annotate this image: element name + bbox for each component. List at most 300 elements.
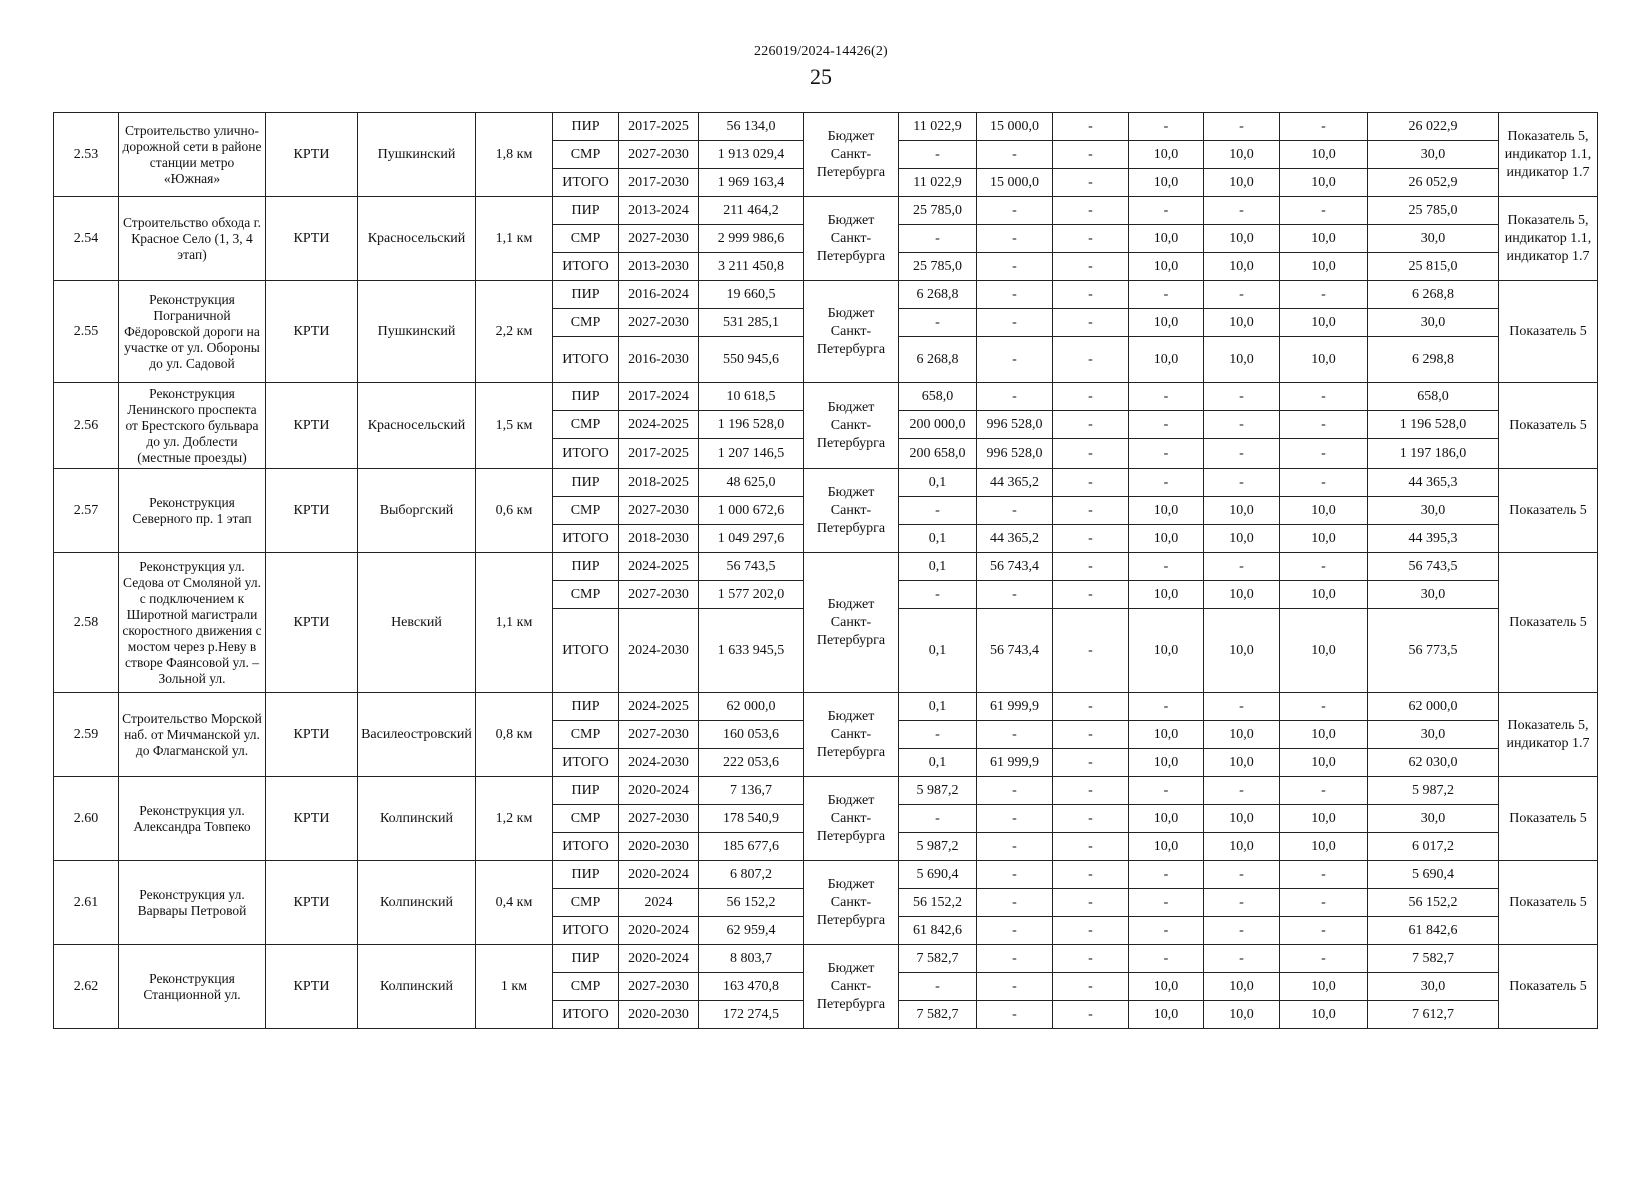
- year-4-cell: 10,0: [1129, 309, 1204, 337]
- year-2-cell: -: [977, 861, 1053, 889]
- total-cost-cell: 550 945,6: [699, 337, 804, 383]
- stage-type-cell: ПИР: [553, 861, 619, 889]
- year-4-cell: -: [1129, 281, 1204, 309]
- table-row: [54, 861, 1598, 889]
- item-name-cell: Реконструкция ул. Седова от Смоляной ул. с подключением к Широтной магистрали скоростного движения с мостом через р.Неву в створе Фаянсовой ул. – Зольной ул.: [119, 553, 266, 693]
- length-cell: 1 км: [476, 945, 553, 1029]
- funding-source-cell: Бюджет Санкт-Петербурга: [804, 945, 899, 1029]
- period-cell: 2027-2030: [619, 805, 699, 833]
- period-cell: 2024-2025: [619, 693, 699, 721]
- year-5-cell: -: [1204, 553, 1280, 581]
- district-cell: Красносельский: [358, 197, 476, 281]
- year-1-cell: 0,1: [899, 749, 977, 777]
- year-6-cell: 10,0: [1280, 973, 1368, 1001]
- length-cell: 2,2 км: [476, 281, 553, 383]
- year-3-cell: -: [1053, 225, 1129, 253]
- organization-cell: КРТИ: [266, 553, 358, 693]
- year-1-cell: -: [899, 805, 977, 833]
- period-cell: 2020-2024: [619, 945, 699, 973]
- total-cost-cell: 185 677,6: [699, 833, 804, 861]
- total-cost-cell: 211 464,2: [699, 197, 804, 225]
- total-cost-cell: 1 196 528,0: [699, 411, 804, 439]
- funding-source-cell: Бюджет Санкт-Петербурга: [804, 113, 899, 197]
- total-cost-cell: 56 134,0: [699, 113, 804, 141]
- item-name-cell: Строительство улично-дорожной сети в районе станции метро «Южная»: [119, 113, 266, 197]
- period-cell: 2020-2024: [619, 917, 699, 945]
- period-cell: 2017-2024: [619, 383, 699, 411]
- year-2-cell: -: [977, 721, 1053, 749]
- year-5-cell: -: [1204, 889, 1280, 917]
- organization-cell: КРТИ: [266, 113, 358, 197]
- year-1-cell: -: [899, 309, 977, 337]
- funding-source-cell: Бюджет Санкт-Петербурга: [804, 861, 899, 945]
- sum-cell: 5 987,2: [1368, 777, 1499, 805]
- total-cost-cell: 2 999 986,6: [699, 225, 804, 253]
- sum-cell: 26 052,9: [1368, 169, 1499, 197]
- year-5-cell: 10,0: [1204, 169, 1280, 197]
- stage-type-cell: СМР: [553, 973, 619, 1001]
- sum-cell: 25 785,0: [1368, 197, 1499, 225]
- year-6-cell: -: [1280, 945, 1368, 973]
- year-4-cell: -: [1129, 411, 1204, 439]
- period-cell: 2027-2030: [619, 225, 699, 253]
- stage-type-cell: СМР: [553, 805, 619, 833]
- year-6-cell: 10,0: [1280, 497, 1368, 525]
- year-2-cell: -: [977, 497, 1053, 525]
- year-2-cell: 44 365,2: [977, 525, 1053, 553]
- year-5-cell: 10,0: [1204, 721, 1280, 749]
- sum-cell: 1 197 186,0: [1368, 439, 1499, 469]
- year-6-cell: 10,0: [1280, 1001, 1368, 1029]
- stage-type-cell: ИТОГО: [553, 833, 619, 861]
- indicator-cell: Показатель 5, индикатор 1.7: [1499, 693, 1598, 777]
- year-6-cell: -: [1280, 553, 1368, 581]
- year-5-cell: 10,0: [1204, 253, 1280, 281]
- item-name-cell: Реконструкция ул. Александра Товпеко: [119, 777, 266, 861]
- table-row: [54, 281, 1598, 309]
- year-3-cell: -: [1053, 805, 1129, 833]
- year-1-cell: 6 268,8: [899, 337, 977, 383]
- year-5-cell: 10,0: [1204, 497, 1280, 525]
- year-5-cell: 10,0: [1204, 309, 1280, 337]
- stage-type-cell: СМР: [553, 581, 619, 609]
- year-1-cell: 0,1: [899, 693, 977, 721]
- length-cell: 0,6 км: [476, 469, 553, 553]
- organization-cell: КРТИ: [266, 469, 358, 553]
- period-cell: 2013-2030: [619, 253, 699, 281]
- year-5-cell: -: [1204, 113, 1280, 141]
- stage-type-cell: СМР: [553, 497, 619, 525]
- length-cell: 1,5 км: [476, 383, 553, 469]
- year-2-cell: 61 999,9: [977, 693, 1053, 721]
- indicator-cell: Показатель 5: [1499, 469, 1598, 553]
- year-1-cell: 25 785,0: [899, 253, 977, 281]
- stage-type-cell: ПИР: [553, 281, 619, 309]
- year-3-cell: -: [1053, 113, 1129, 141]
- year-4-cell: -: [1129, 439, 1204, 469]
- indicator-cell: Показатель 5: [1499, 945, 1598, 1029]
- item-number-cell: 2.55: [54, 281, 119, 383]
- organization-cell: КРТИ: [266, 777, 358, 861]
- year-2-cell: 996 528,0: [977, 411, 1053, 439]
- year-5-cell: 10,0: [1204, 225, 1280, 253]
- district-cell: Василеостровский: [358, 693, 476, 777]
- district-cell: Колпинский: [358, 945, 476, 1029]
- year-2-cell: -: [977, 945, 1053, 973]
- year-2-cell: 15 000,0: [977, 113, 1053, 141]
- table-row: [54, 945, 1598, 973]
- funding-source-cell: Бюджет Санкт-Петербурга: [804, 197, 899, 281]
- year-5-cell: 10,0: [1204, 1001, 1280, 1029]
- item-number-cell: 2.58: [54, 553, 119, 693]
- year-1-cell: 25 785,0: [899, 197, 977, 225]
- total-cost-cell: 172 274,5: [699, 1001, 804, 1029]
- sum-cell: 30,0: [1368, 973, 1499, 1001]
- item-number-cell: 2.57: [54, 469, 119, 553]
- table-body: [54, 113, 1598, 1029]
- year-3-cell: -: [1053, 777, 1129, 805]
- total-cost-cell: 62 959,4: [699, 917, 804, 945]
- year-3-cell: -: [1053, 525, 1129, 553]
- stage-type-cell: ИТОГО: [553, 1001, 619, 1029]
- district-cell: Пушкинский: [358, 281, 476, 383]
- year-3-cell: -: [1053, 497, 1129, 525]
- stage-type-cell: СМР: [553, 889, 619, 917]
- year-1-cell: 7 582,7: [899, 1001, 977, 1029]
- year-4-cell: 10,0: [1129, 497, 1204, 525]
- year-3-cell: -: [1053, 439, 1129, 469]
- year-3-cell: -: [1053, 861, 1129, 889]
- sum-cell: 30,0: [1368, 497, 1499, 525]
- year-3-cell: -: [1053, 889, 1129, 917]
- year-4-cell: 10,0: [1129, 749, 1204, 777]
- year-6-cell: -: [1280, 383, 1368, 411]
- year-3-cell: -: [1053, 253, 1129, 281]
- year-1-cell: 0,1: [899, 525, 977, 553]
- year-3-cell: -: [1053, 693, 1129, 721]
- indicator-cell: Показатель 5: [1499, 553, 1598, 693]
- total-cost-cell: 56 743,5: [699, 553, 804, 581]
- year-1-cell: 61 842,6: [899, 917, 977, 945]
- total-cost-cell: 163 470,8: [699, 973, 804, 1001]
- total-cost-cell: 1 049 297,6: [699, 525, 804, 553]
- funding-source-cell: Бюджет Санкт-Петербурга: [804, 281, 899, 383]
- period-cell: 2018-2025: [619, 469, 699, 497]
- sum-cell: 5 690,4: [1368, 861, 1499, 889]
- stage-type-cell: ПИР: [553, 469, 619, 497]
- sum-cell: 30,0: [1368, 225, 1499, 253]
- stage-type-cell: ИТОГО: [553, 169, 619, 197]
- year-6-cell: 10,0: [1280, 169, 1368, 197]
- stage-type-cell: СМР: [553, 411, 619, 439]
- sum-cell: 26 022,9: [1368, 113, 1499, 141]
- stage-type-cell: ИТОГО: [553, 337, 619, 383]
- year-1-cell: 5 987,2: [899, 777, 977, 805]
- year-4-cell: -: [1129, 945, 1204, 973]
- district-cell: Невский: [358, 553, 476, 693]
- year-2-cell: 44 365,2: [977, 469, 1053, 497]
- organization-cell: КРТИ: [266, 383, 358, 469]
- year-2-cell: -: [977, 1001, 1053, 1029]
- year-5-cell: 10,0: [1204, 581, 1280, 609]
- year-5-cell: -: [1204, 469, 1280, 497]
- stage-type-cell: ПИР: [553, 693, 619, 721]
- year-1-cell: 658,0: [899, 383, 977, 411]
- indicator-cell: Показатель 5: [1499, 383, 1598, 469]
- year-4-cell: 10,0: [1129, 1001, 1204, 1029]
- year-6-cell: -: [1280, 889, 1368, 917]
- table-row: [54, 113, 1598, 141]
- table-row: [54, 777, 1598, 805]
- sum-cell: 56 152,2: [1368, 889, 1499, 917]
- year-6-cell: -: [1280, 917, 1368, 945]
- organization-cell: КРТИ: [266, 281, 358, 383]
- period-cell: 2027-2030: [619, 497, 699, 525]
- length-cell: 1,1 км: [476, 553, 553, 693]
- total-cost-cell: 1 633 945,5: [699, 609, 804, 693]
- period-cell: 2020-2030: [619, 1001, 699, 1029]
- year-4-cell: -: [1129, 693, 1204, 721]
- year-5-cell: 10,0: [1204, 337, 1280, 383]
- year-6-cell: 10,0: [1280, 581, 1368, 609]
- district-cell: Красносельский: [358, 383, 476, 469]
- year-3-cell: -: [1053, 945, 1129, 973]
- stage-type-cell: ПИР: [553, 383, 619, 411]
- year-2-cell: -: [977, 889, 1053, 917]
- year-4-cell: 10,0: [1129, 141, 1204, 169]
- page-number: 25: [810, 64, 832, 89]
- table-row: [54, 469, 1598, 497]
- indicator-cell: Показатель 5, индикатор 1.1, индикатор 1.7: [1499, 197, 1598, 281]
- length-cell: 1,2 км: [476, 777, 553, 861]
- year-2-cell: 15 000,0: [977, 169, 1053, 197]
- year-5-cell: -: [1204, 945, 1280, 973]
- year-4-cell: -: [1129, 777, 1204, 805]
- item-name-cell: Реконструкция ул. Варвары Петровой: [119, 861, 266, 945]
- total-cost-cell: 6 807,2: [699, 861, 804, 889]
- year-6-cell: -: [1280, 861, 1368, 889]
- total-cost-cell: 222 053,6: [699, 749, 804, 777]
- organization-cell: КРТИ: [266, 197, 358, 281]
- period-cell: 2020-2024: [619, 861, 699, 889]
- period-cell: 2017-2025: [619, 113, 699, 141]
- year-5-cell: 10,0: [1204, 609, 1280, 693]
- year-4-cell: 10,0: [1129, 805, 1204, 833]
- sum-cell: 7 612,7: [1368, 1001, 1499, 1029]
- year-4-cell: 10,0: [1129, 721, 1204, 749]
- funding-source-cell: Бюджет Санкт-Петербурга: [804, 469, 899, 553]
- year-1-cell: -: [899, 973, 977, 1001]
- total-cost-cell: 10 618,5: [699, 383, 804, 411]
- indicator-cell: Показатель 5: [1499, 861, 1598, 945]
- year-5-cell: -: [1204, 281, 1280, 309]
- year-3-cell: -: [1053, 749, 1129, 777]
- year-3-cell: -: [1053, 553, 1129, 581]
- year-3-cell: -: [1053, 917, 1129, 945]
- sum-cell: 30,0: [1368, 721, 1499, 749]
- year-5-cell: -: [1204, 439, 1280, 469]
- period-cell: 2020-2030: [619, 833, 699, 861]
- stage-type-cell: СМР: [553, 225, 619, 253]
- year-4-cell: -: [1129, 553, 1204, 581]
- stage-type-cell: СМР: [553, 141, 619, 169]
- total-cost-cell: 531 285,1: [699, 309, 804, 337]
- year-4-cell: 10,0: [1129, 833, 1204, 861]
- indicator-cell: Показатель 5: [1499, 777, 1598, 861]
- year-5-cell: -: [1204, 861, 1280, 889]
- year-6-cell: 10,0: [1280, 337, 1368, 383]
- year-6-cell: -: [1280, 439, 1368, 469]
- year-1-cell: 11 022,9: [899, 113, 977, 141]
- year-3-cell: -: [1053, 281, 1129, 309]
- period-cell: 2018-2030: [619, 525, 699, 553]
- year-3-cell: -: [1053, 1001, 1129, 1029]
- year-4-cell: -: [1129, 469, 1204, 497]
- year-2-cell: -: [977, 973, 1053, 1001]
- indicator-cell: Показатель 5, индикатор 1.1, индикатор 1.7: [1499, 113, 1598, 197]
- stage-type-cell: ПИР: [553, 197, 619, 225]
- year-1-cell: 56 152,2: [899, 889, 977, 917]
- sum-cell: 44 365,3: [1368, 469, 1499, 497]
- year-6-cell: 10,0: [1280, 805, 1368, 833]
- total-cost-cell: 1 577 202,0: [699, 581, 804, 609]
- item-name-cell: Строительство Морской наб. от Мичманской ул. до Флагманской ул.: [119, 693, 266, 777]
- total-cost-cell: 1 000 672,6: [699, 497, 804, 525]
- year-6-cell: 10,0: [1280, 749, 1368, 777]
- item-name-cell: Реконструкция Ленинского проспекта от Брестского бульвара до ул. Доблести (местные проезды): [119, 383, 266, 469]
- year-5-cell: -: [1204, 693, 1280, 721]
- year-2-cell: -: [977, 581, 1053, 609]
- stage-type-cell: ПИР: [553, 553, 619, 581]
- funding-source-cell: Бюджет Санкт-Петербурга: [804, 383, 899, 469]
- period-cell: 2027-2030: [619, 581, 699, 609]
- district-cell: Колпинский: [358, 861, 476, 945]
- year-1-cell: 5 987,2: [899, 833, 977, 861]
- period-cell: 2016-2030: [619, 337, 699, 383]
- total-cost-cell: 3 211 450,8: [699, 253, 804, 281]
- year-1-cell: 5 690,4: [899, 861, 977, 889]
- total-cost-cell: 1 207 146,5: [699, 439, 804, 469]
- sum-cell: 7 582,7: [1368, 945, 1499, 973]
- funding-source-cell: Бюджет Санкт-Петербурга: [804, 553, 899, 693]
- year-2-cell: -: [977, 805, 1053, 833]
- table-row: [54, 693, 1598, 721]
- sum-cell: 6 017,2: [1368, 833, 1499, 861]
- year-2-cell: -: [977, 253, 1053, 281]
- item-number-cell: 2.61: [54, 861, 119, 945]
- stage-type-cell: ПИР: [553, 777, 619, 805]
- item-name-cell: Реконструкция Пограничной Фёдоровской дороги на участке от ул. Обороны до ул. Садовой: [119, 281, 266, 383]
- year-3-cell: -: [1053, 609, 1129, 693]
- stage-type-cell: ИТОГО: [553, 439, 619, 469]
- item-number-cell: 2.53: [54, 113, 119, 197]
- stage-type-cell: ИТОГО: [553, 749, 619, 777]
- period-cell: 2027-2030: [619, 309, 699, 337]
- length-cell: 0,4 км: [476, 861, 553, 945]
- year-5-cell: -: [1204, 777, 1280, 805]
- sum-cell: 56 773,5: [1368, 609, 1499, 693]
- total-cost-cell: 1 969 163,4: [699, 169, 804, 197]
- year-2-cell: -: [977, 225, 1053, 253]
- district-cell: Колпинский: [358, 777, 476, 861]
- year-2-cell: 996 528,0: [977, 439, 1053, 469]
- year-6-cell: 10,0: [1280, 141, 1368, 169]
- year-6-cell: -: [1280, 777, 1368, 805]
- sum-cell: 30,0: [1368, 309, 1499, 337]
- year-4-cell: 10,0: [1129, 253, 1204, 281]
- year-4-cell: 10,0: [1129, 169, 1204, 197]
- year-4-cell: -: [1129, 383, 1204, 411]
- year-2-cell: 56 743,4: [977, 609, 1053, 693]
- sum-cell: 30,0: [1368, 581, 1499, 609]
- year-1-cell: 11 022,9: [899, 169, 977, 197]
- year-2-cell: -: [977, 833, 1053, 861]
- year-3-cell: -: [1053, 581, 1129, 609]
- table-row: [54, 197, 1598, 225]
- total-cost-cell: 160 053,6: [699, 721, 804, 749]
- year-3-cell: -: [1053, 721, 1129, 749]
- total-cost-cell: 7 136,7: [699, 777, 804, 805]
- year-4-cell: -: [1129, 861, 1204, 889]
- year-6-cell: 10,0: [1280, 525, 1368, 553]
- length-cell: 1,1 км: [476, 197, 553, 281]
- year-1-cell: 200 000,0: [899, 411, 977, 439]
- period-cell: 2020-2024: [619, 777, 699, 805]
- year-2-cell: -: [977, 141, 1053, 169]
- year-5-cell: -: [1204, 383, 1280, 411]
- total-cost-cell: 178 540,9: [699, 805, 804, 833]
- stage-type-cell: ИТОГО: [553, 253, 619, 281]
- year-4-cell: 10,0: [1129, 581, 1204, 609]
- year-2-cell: -: [977, 281, 1053, 309]
- year-4-cell: 10,0: [1129, 609, 1204, 693]
- item-number-cell: 2.60: [54, 777, 119, 861]
- year-2-cell: -: [977, 337, 1053, 383]
- year-6-cell: -: [1280, 113, 1368, 141]
- period-cell: 2027-2030: [619, 141, 699, 169]
- period-cell: 2024: [619, 889, 699, 917]
- year-6-cell: -: [1280, 693, 1368, 721]
- sum-cell: 56 743,5: [1368, 553, 1499, 581]
- total-cost-cell: 56 152,2: [699, 889, 804, 917]
- year-6-cell: -: [1280, 197, 1368, 225]
- period-cell: 2017-2030: [619, 169, 699, 197]
- sum-cell: 25 815,0: [1368, 253, 1499, 281]
- stage-type-cell: ИТОГО: [553, 917, 619, 945]
- total-cost-cell: 19 660,5: [699, 281, 804, 309]
- item-number-cell: 2.54: [54, 197, 119, 281]
- stage-type-cell: ПИР: [553, 113, 619, 141]
- organization-cell: КРТИ: [266, 693, 358, 777]
- year-2-cell: -: [977, 777, 1053, 805]
- year-1-cell: 6 268,8: [899, 281, 977, 309]
- item-number-cell: 2.59: [54, 693, 119, 777]
- year-1-cell: 200 658,0: [899, 439, 977, 469]
- year-4-cell: 10,0: [1129, 225, 1204, 253]
- total-cost-cell: 48 625,0: [699, 469, 804, 497]
- year-6-cell: 10,0: [1280, 609, 1368, 693]
- year-3-cell: -: [1053, 141, 1129, 169]
- period-cell: 2024-2025: [619, 411, 699, 439]
- year-4-cell: -: [1129, 917, 1204, 945]
- year-5-cell: 10,0: [1204, 749, 1280, 777]
- stage-type-cell: ПИР: [553, 945, 619, 973]
- year-1-cell: 0,1: [899, 553, 977, 581]
- district-cell: Пушкинский: [358, 113, 476, 197]
- year-4-cell: -: [1129, 197, 1204, 225]
- item-name-cell: Реконструкция Станционной ул.: [119, 945, 266, 1029]
- year-3-cell: -: [1053, 973, 1129, 1001]
